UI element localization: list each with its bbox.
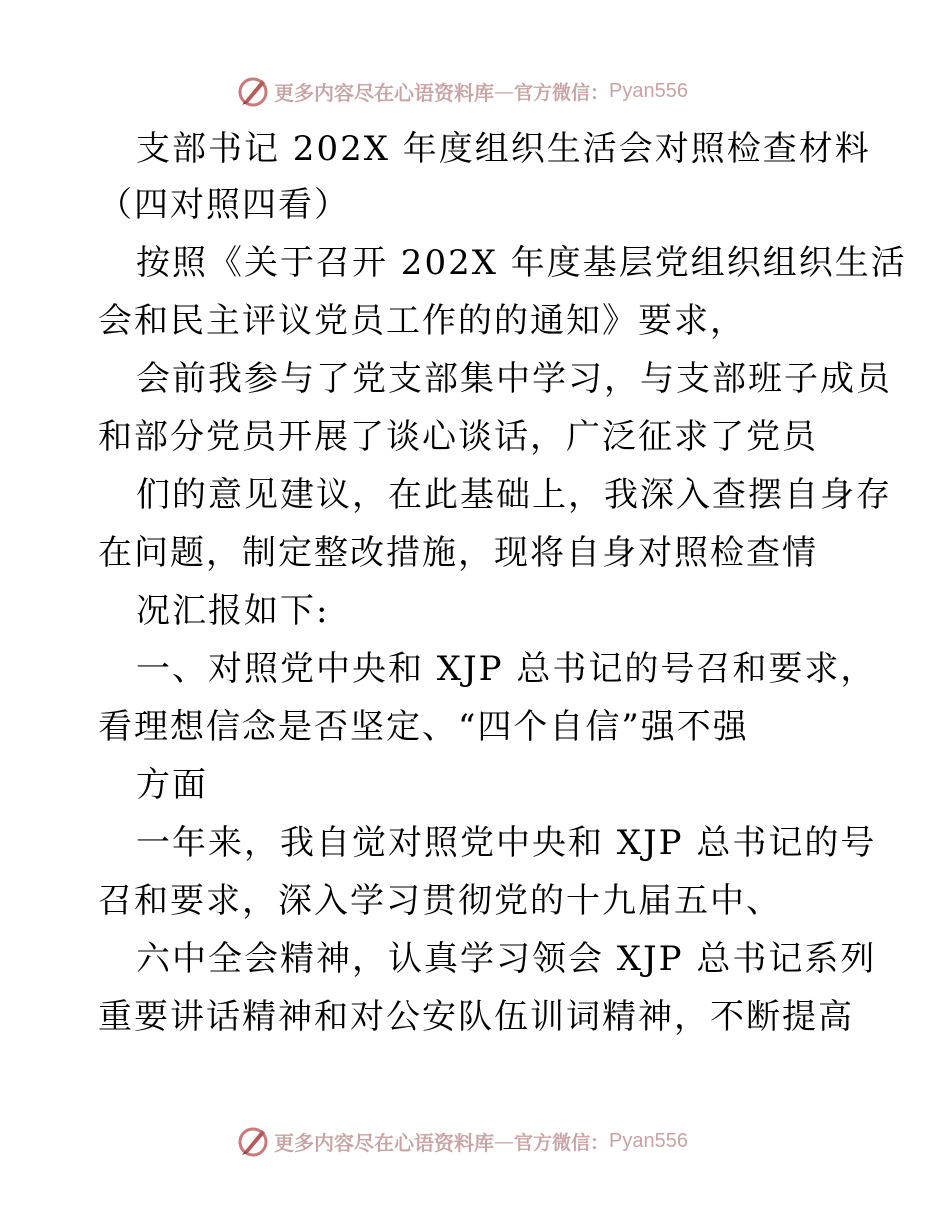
- paragraph-line: 们的意见建议，在此基础上，我深入查摆自身存: [136, 475, 892, 515]
- paragraph-line: 一年来，我自觉对照党中央和 XJP 总书记的号: [136, 823, 877, 863]
- quill-pen-logo-icon: [236, 1124, 270, 1158]
- watermark-wechat-label: 官方微信：: [514, 1131, 610, 1154]
- watermark-dash: —: [494, 79, 514, 103]
- paragraph-line: 会前我参与了党支部集中学习，与支部班子成员: [136, 359, 892, 399]
- paragraph-line: 在问题，制定整改措施，现将自身对照检查情: [98, 533, 818, 573]
- document-subtitle: （四对照四看）: [98, 185, 350, 225]
- section-heading-line: 看理想信念是否坚定、“四个自信”强不强: [98, 707, 749, 747]
- paragraph-line: 会和民主评议党员工作的的通知》要求，: [98, 301, 746, 341]
- watermark-site-text: 更多内容尽在心语资料库: [274, 80, 494, 105]
- section-heading-line: 一、对照党中央和 XJP 总书记的号召和要求，: [136, 649, 877, 689]
- paragraph-line: 召和要求，深入学习贯彻党的十九届五中、: [98, 881, 782, 921]
- quill-pen-logo-icon: [236, 74, 270, 108]
- paragraph-line: 按照《关于召开 202X 年度基层党组织组织生活: [136, 243, 907, 283]
- header-watermark: [236, 74, 688, 108]
- watermark-site-text: 更多内容尽在心语资料库: [274, 1130, 494, 1155]
- document-title: 支部书记 202X 年度组织生活会对照检查材料: [136, 129, 871, 169]
- section-heading-line: 方面: [136, 765, 208, 805]
- footer-watermark: [236, 1124, 688, 1158]
- paragraph-line: 况汇报如下:: [136, 591, 330, 631]
- watermark-wechat-label: 官方微信：: [514, 81, 610, 104]
- paragraph-line: 和部分党员开展了谈心谈话，广泛征求了党员: [98, 417, 818, 457]
- watermark-wechat-id: Pyan556: [609, 79, 688, 102]
- watermark-dash: —: [494, 1129, 514, 1153]
- paragraph-line: 六中全会精神，认真学习领会 XJP 总书记系列: [136, 939, 877, 979]
- paragraph-line: 重要讲话精神和对公安队伍训词精神，不断提高: [98, 997, 854, 1037]
- watermark-wechat-id: Pyan556: [609, 1129, 688, 1152]
